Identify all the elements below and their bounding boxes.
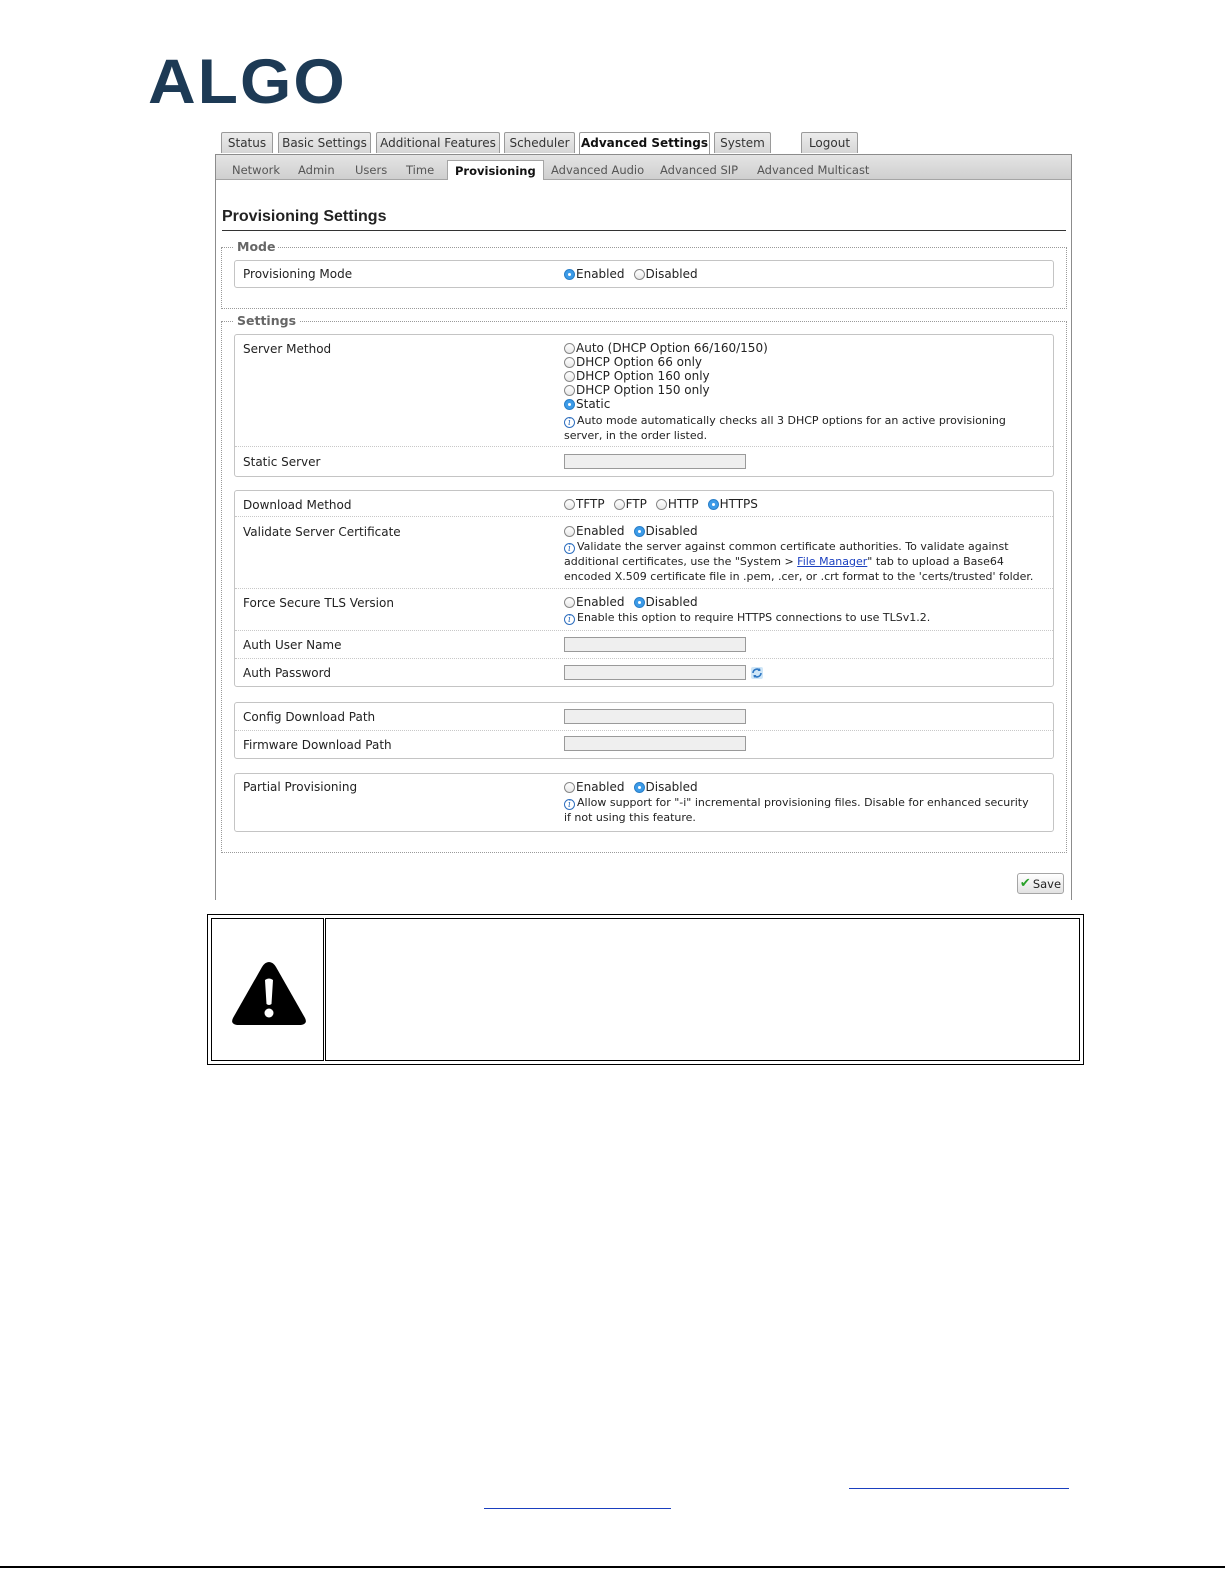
validate-cert-enabled-label: Enabled	[576, 524, 625, 538]
auth-password-label: Auth Password	[243, 666, 331, 680]
provisioning-mode-options	[564, 267, 707, 281]
server-method-info: Auto mode automatically checks all 3 DHCP options for an active provisioning server, in the order listed.	[564, 414, 1006, 442]
subtab-time[interactable]: Time	[406, 163, 435, 177]
server-box	[234, 334, 1054, 477]
validate-cert-disabled-label: Disabled	[645, 524, 698, 538]
force-tls-options	[564, 595, 1039, 625]
auth-password-input[interactable]	[564, 665, 746, 680]
server-method-static-radio[interactable]	[564, 399, 575, 410]
download-ftp-radio[interactable]	[614, 499, 625, 510]
info-icon: i	[564, 417, 575, 428]
server-method-label: Server Method	[243, 342, 332, 356]
file-manager-link[interactable]: File Manager	[797, 555, 868, 568]
download-https-label: HTTPS	[719, 497, 758, 511]
provisioning-mode-disabled-radio[interactable]	[634, 269, 645, 280]
info-icon: i	[564, 614, 575, 625]
partial-box	[234, 773, 1054, 832]
auth-user-row	[235, 631, 1053, 659]
validate-cert-enabled-radio[interactable]	[564, 526, 575, 537]
warning-triangle-icon	[229, 958, 309, 1030]
validate-cert-info-b: " tab to upload a Base64 encoded X.509 certificate file in .pem, .cer, or .crt format to the 'certs/trusted' folder.	[564, 555, 1034, 583]
validate-cert-options	[564, 524, 1039, 584]
provisioning-mode-row	[235, 261, 1053, 287]
algo-logo: ALGO	[148, 45, 347, 117]
download-tftp-label: TFTP	[576, 497, 605, 511]
mode-legend: Mode	[234, 239, 278, 254]
settings-panel	[215, 154, 1072, 900]
download-method-label: Download Method	[243, 498, 352, 512]
subtab-network[interactable]: Network	[232, 163, 281, 177]
download-ftp-label: FTP	[625, 497, 647, 511]
refresh-icon[interactable]	[750, 666, 764, 680]
server-method-static-label: Static	[576, 397, 611, 411]
subtab-provisioning[interactable]: Provisioning	[447, 160, 544, 180]
download-method-options	[564, 497, 767, 511]
provisioning-mode-label: Provisioning Mode	[243, 267, 353, 281]
provisioning-mode-disabled-label: Disabled	[645, 267, 698, 281]
server-method-160-label: DHCP Option 160 only	[576, 369, 710, 383]
warning-text-cell	[325, 918, 1080, 1061]
auth-user-label: Auth User Name	[243, 638, 342, 652]
main-content	[216, 180, 1071, 900]
auth-password-row	[235, 659, 1053, 686]
server-method-160-radio[interactable]	[564, 371, 575, 382]
page-title: Provisioning Settings	[222, 208, 387, 225]
footer-link-underline[interactable]	[849, 1488, 1069, 1489]
auth-user-input[interactable]	[564, 637, 746, 652]
server-method-66-radio[interactable]	[564, 357, 575, 368]
firmware-path-row	[235, 731, 1053, 758]
download-method-row	[235, 491, 1053, 517]
config-path-row	[235, 703, 1053, 731]
partial-disabled-label: Disabled	[645, 780, 698, 794]
tab-status[interactable]: Status	[221, 132, 273, 153]
force-tls-label: Force Secure TLS Version	[243, 596, 394, 610]
server-method-150-label: DHCP Option 150 only	[576, 383, 710, 397]
tab-logout[interactable]: Logout	[801, 132, 858, 153]
tab-additional-features[interactable]: Additional Features	[376, 132, 500, 153]
partial-enabled-radio[interactable]	[564, 782, 575, 793]
download-tftp-radio[interactable]	[564, 499, 575, 510]
title-divider	[222, 230, 1066, 231]
provisioning-mode-enabled-radio[interactable]	[564, 269, 575, 280]
info-icon: i	[564, 543, 575, 554]
tab-system[interactable]: System	[714, 132, 771, 153]
static-server-label: Static Server	[243, 455, 321, 469]
force-tls-info: Enable this option to require HTTPS connections to use TLSv1.2.	[577, 611, 931, 624]
download-http-radio[interactable]	[656, 499, 667, 510]
download-https-radio[interactable]	[708, 499, 719, 510]
static-server-row	[235, 447, 1053, 476]
config-path-input[interactable]	[564, 709, 746, 724]
tab-advanced-settings[interactable]: Advanced Settings	[579, 132, 710, 155]
validate-cert-row	[235, 517, 1053, 589]
config-path-label: Config Download Path	[243, 710, 376, 724]
partial-provisioning-label: Partial Provisioning	[243, 780, 358, 794]
server-method-66-label: DHCP Option 66 only	[576, 355, 703, 369]
validate-cert-disabled-radio[interactable]	[634, 526, 645, 537]
partial-enabled-label: Enabled	[576, 780, 625, 794]
validate-cert-info-a: Validate the server against common certificate authorities. To validate against additional certificates, use the "System >	[564, 540, 1009, 568]
subtab-advanced-multicast[interactable]: Advanced Multicast	[757, 163, 870, 177]
static-server-input[interactable]	[564, 454, 746, 469]
firmware-path-input[interactable]	[564, 736, 746, 751]
page-bottom-rule	[0, 1566, 1225, 1568]
force-tls-disabled-label: Disabled	[645, 595, 698, 609]
settings-legend: Settings	[234, 313, 299, 328]
tab-scheduler[interactable]: Scheduler	[504, 132, 575, 153]
firmware-path-label: Firmware Download Path	[243, 738, 392, 752]
warning-note	[207, 914, 1084, 1065]
force-tls-enabled-radio[interactable]	[564, 597, 575, 608]
partial-disabled-radio[interactable]	[634, 782, 645, 793]
partial-provisioning-options	[564, 780, 1039, 825]
sub-tab-bar	[216, 155, 1071, 180]
force-tls-enabled-label: Enabled	[576, 595, 625, 609]
save-button[interactable]	[1017, 873, 1064, 894]
info-icon: i	[564, 799, 575, 810]
server-method-auto-radio[interactable]	[564, 343, 575, 354]
subtab-advanced-audio[interactable]: Advanced Audio	[551, 163, 645, 177]
subtab-admin[interactable]: Admin	[298, 163, 335, 177]
download-http-label: HTTP	[667, 497, 699, 511]
warning-icon-cell	[211, 918, 324, 1061]
server-method-row	[235, 335, 1053, 447]
server-method-150-radio[interactable]	[564, 385, 575, 396]
force-tls-disabled-radio[interactable]	[634, 597, 645, 608]
provisioning-mode-enabled-label: Enabled	[576, 267, 625, 281]
force-tls-row	[235, 589, 1053, 631]
save-label: Save	[1032, 876, 1062, 891]
subtab-users[interactable]: Users	[355, 163, 388, 177]
checkmark-icon: ✔	[1019, 876, 1031, 891]
validate-cert-label: Validate Server Certificate	[243, 525, 401, 539]
subtab-advanced-sip[interactable]: Advanced SIP	[660, 163, 739, 177]
server-method-options	[564, 341, 1039, 443]
mode-box	[234, 260, 1054, 288]
partial-provisioning-row	[235, 774, 1053, 831]
settings-fieldset	[221, 313, 1067, 853]
tab-basic-settings[interactable]: Basic Settings	[278, 132, 371, 153]
paths-box	[234, 702, 1054, 759]
mode-fieldset	[221, 239, 1067, 309]
download-box	[234, 490, 1054, 687]
partial-provisioning-info: Allow support for "-i" incremental provisioning files. Disable for enhanced security if not using this feature.	[564, 796, 1029, 824]
footer-link-underline[interactable]	[484, 1508, 671, 1509]
server-method-auto-label: Auto (DHCP Option 66/160/150)	[576, 341, 768, 355]
